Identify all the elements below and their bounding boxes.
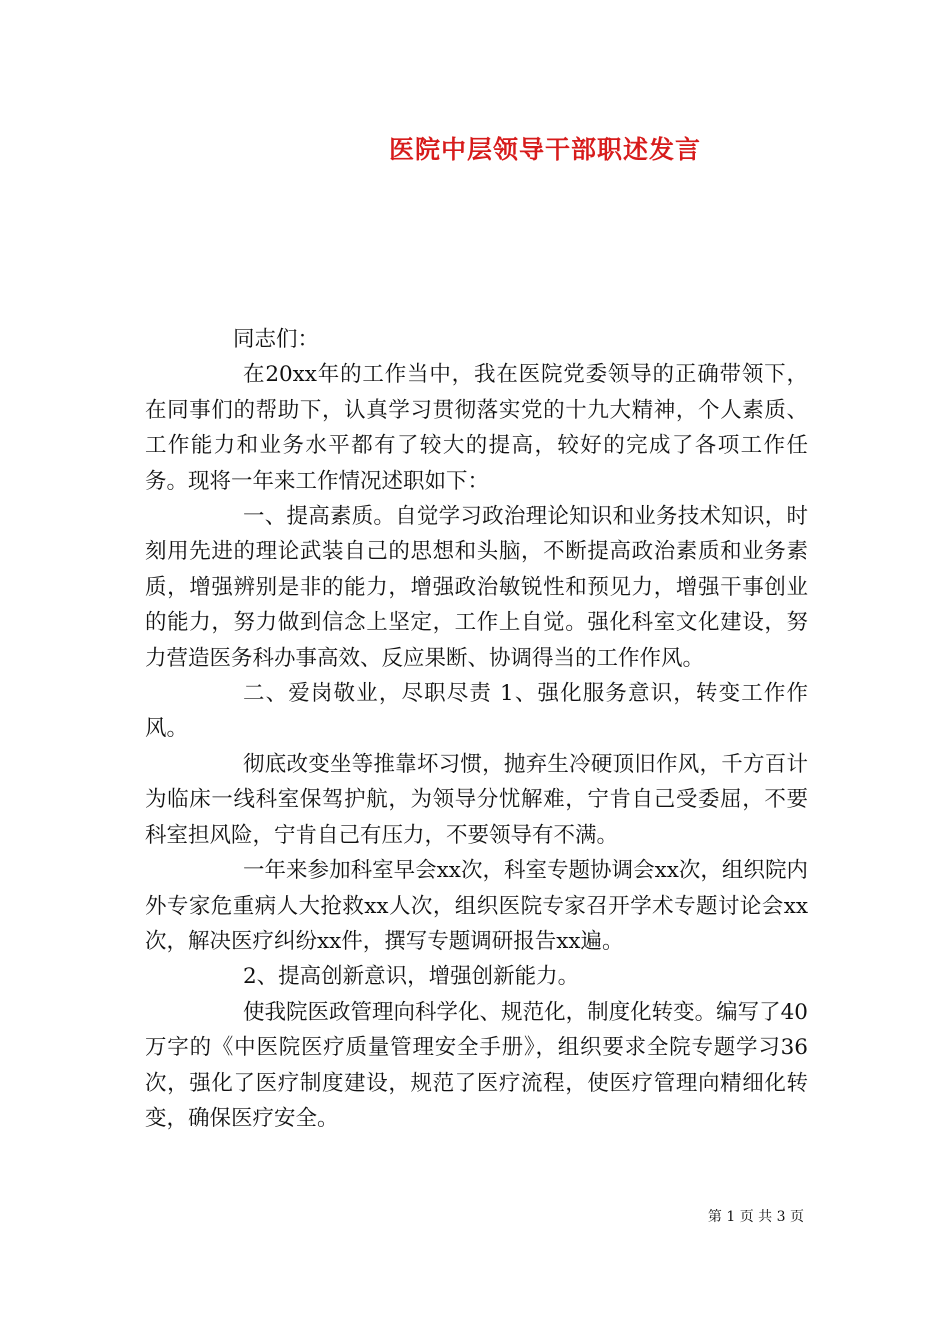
paragraph-1: 在20xx年的工作当中，我在医院党委领导的正确带领下，在同事们的帮助下，认真学习贯彻落实党的十九大精神，个人素质、工作能力和业务水平都有了较大的提高，较好的完成了各项工作任务。现将一年来工作情况述职如下： (145, 362, 808, 494)
salutation: 同志们： (233, 327, 320, 352)
paragraph-6: 2、提高创新意识，增强创新能力。 (243, 964, 580, 990)
document-body (145, 322, 808, 1136)
paragraph-3: 二、爱岗敬业，尽职尽责 1、强化服务意识，转变工作作风。 (145, 681, 808, 742)
document-title: 医院中层领导干部职述发言 (388, 135, 701, 164)
paragraph-2: 一、提高素质。自觉学习政治理论知识和业务技术知识，时刻用先进的理论武装自己的思想和头脑，不断提高政治素质和业务素质，增强辨别是非的能力，增强政治敏锐性和预见力，增强干事创业的能力，努力做到信念上坚定，工作上自觉。强化科室文化建设，努力营造医务科办事高效、反应果断、协调得当的工作作风。 (145, 504, 808, 671)
paragraph-5: 一年来参加科室早会xx次，科室专题协调会xx次，组织院内外专家危重病人大抢救xx人次，组织医院专家召开学术专题讨论会xx次，解决医疗纠纷xx件，撰写专题调研报告xx遍。 (145, 858, 808, 954)
paragraph-7: 使我院医政管理向科学化、规范化，制度化转变。编写了40万字的《中医院医疗质量管理安全手册》，组织要求全院专题学习36次，强化了医疗制度建设，规范了医疗流程，使医疗管理向精细化转变，确保医疗安全。 (145, 999, 808, 1131)
paragraph-4: 彻底改变坐等推靠坏习惯，抛弃生冷硬顶旧作风，千方百计为临床一线科室保驾护航，为领导分忧解难，宁肯自己受委屈，不要科室担风险，宁肯自己有压力，不要领导有不满。 (145, 751, 808, 848)
page-number-footer: 第 1 页 共 3 页 (707, 1209, 804, 1225)
